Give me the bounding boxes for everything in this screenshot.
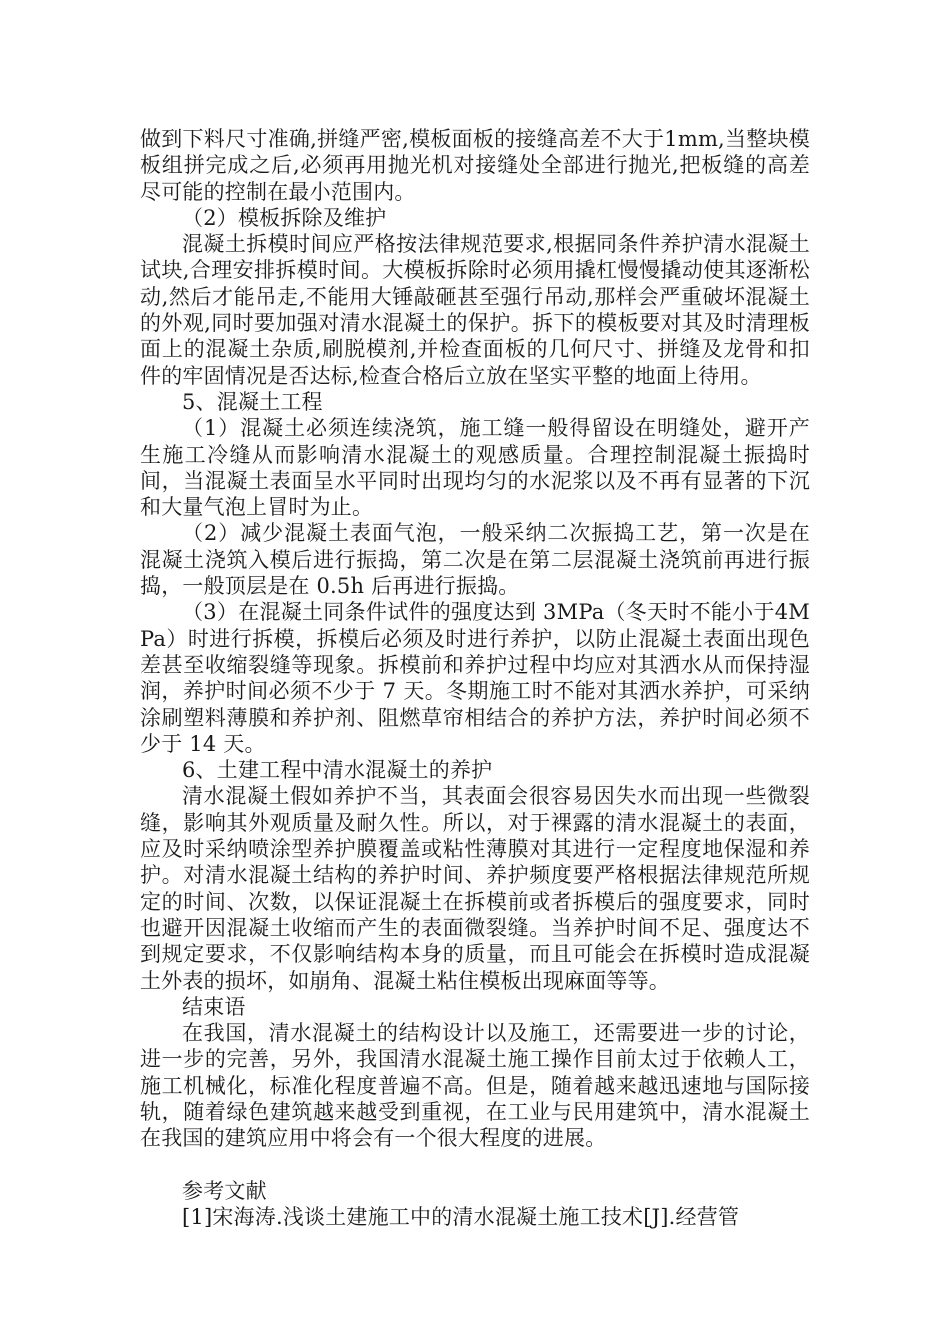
body-paragraph: （1）混凝土必须连续浇筑，施工缝一般得留设在明缝处，避开产生施工冷缝从而影响清水混凝土的观感质量。合理控制混凝土振捣时间，当混凝土表面呈水平同时出现均匀的水泥浆以及不再有显著的下沉和大量气泡上冒时为止。 <box>140 416 810 520</box>
section-heading: 结束语 <box>182 994 246 1019</box>
document-body <box>140 126 810 1230</box>
section-heading: 6、土建工程中清水混凝土的养护 <box>182 758 493 783</box>
body-paragraph: 在我国，清水混凝土的结构设计以及施工，还需要进一步的讨论，进一步的完善，另外，我国清水混凝土施工操作目前太过于依赖人工，施工机械化，标准化程度普遍不高。但是，随着越来越迅速地与国际接轨，随着绿色建筑越来越受到重视，在工业与民用建筑中，清水混凝土在我国的建筑应用中将会有一个很大程度的进展。 <box>140 1021 810 1151</box>
body-paragraph: 混凝土拆模时间应严格按法律规范要求,根据同条件养护清水混凝土试块,合理安排拆模时间。大模板拆除时必须用撬杠慢慢撬动使其逐渐松动,然后才能吊走,不能用大锤敲砸甚至强行吊动,那样会严重破坏混凝土的外观,同时要加强对清水混凝土的保护。拆下的模板要对其及时清理板面上的混凝土杂质,刷脱模剂,并检查面板的几何尺寸、拼缝及龙骨和扣件的牢固情况是否达标,检查合格后立放在坚实平整的地面上待用。 <box>140 232 810 388</box>
reference-entry: [1]宋海涛.浅谈土建施工中的清水混凝土施工技术[J].经营管 <box>182 1204 740 1229</box>
references-heading: 参考文献 <box>182 1178 267 1203</box>
body-paragraph: 做到下料尺寸准确,拼缝严密,模板面板的接缝高差不大于1mm,当整块模板组拼完成之后,必须再用抛光机对接缝处全部进行抛光,把板缝的高差尽可能的控制在最小范围内。 <box>140 127 810 204</box>
section-heading: （2）模板拆除及维护 <box>182 205 387 230</box>
body-paragraph: （2）减少混凝土表面气泡，一般采纳二次振捣工艺，第一次是在混凝土浇筑入模后进行振捣，第二次是在第二层混凝土浇筑前再进行振捣，一般顶层是在 0.5h 后再进行振捣。 <box>140 521 810 599</box>
body-paragraph: （3）在混凝土同条件试件的强度达到 3MPa（冬天时不能小于4MPa）时进行拆模，拆模后必须及时进行养护，以防止混凝土表面出现色差甚至收缩裂缝等现象。拆模前和养护过程中均应对其洒水从而保持湿润，养护时间必须不少于 7 天。冬期施工时不能对其洒水养护，可采纳涂刷塑料薄膜和养护剂、阻燃草帘相结合的养护方法，养护时间必须不少于 14 天。 <box>140 600 810 756</box>
body-paragraph: 清水混凝土假如养护不当，其表面会很容易因失水而出现一些微裂缝，影响其外观质量及耐久性。所以，对于裸露的清水混凝土的表面，应及时采纳喷涂型养护膜覆盖或粘性薄膜对其进行一定程度地保湿和养护。对清水混凝土结构的养护时间、养护频度要严格根据法律规范所规定的时间、次数，以保证混凝土在拆模前或者拆模后的强度要求，同时也避开因混凝土收缩而产生的表面微裂缝。当养护时间不足、强度达不到规定要求，不仅影响结构本身的质量，而且可能会在拆模时造成混凝土外表的损坏，如崩角、混凝土粘住模板出现麻面等等。 <box>140 784 810 993</box>
section-heading: 5、混凝土工程 <box>182 389 323 414</box>
paragraph-spacer <box>140 1152 810 1178</box>
